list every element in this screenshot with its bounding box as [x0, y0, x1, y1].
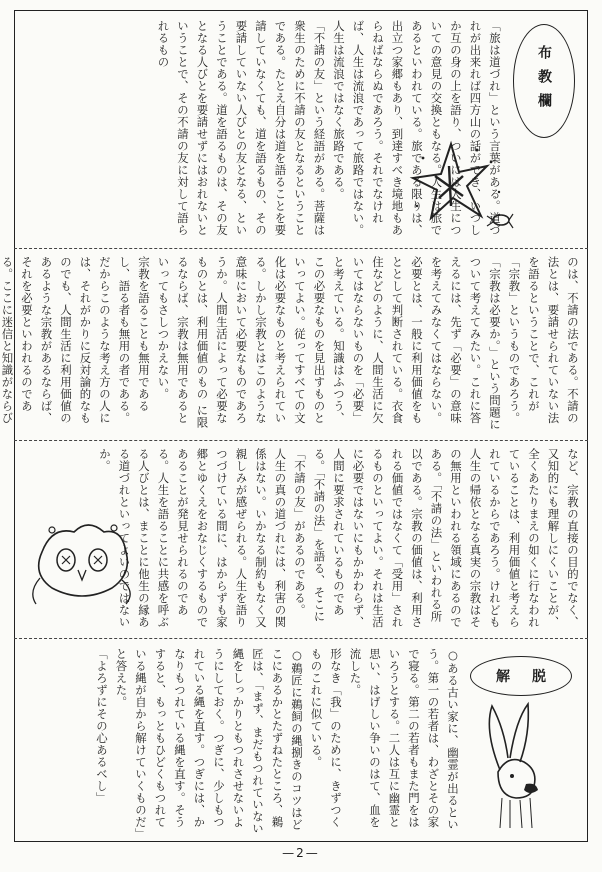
- section-divider-bottom: [14, 638, 588, 639]
- gedatsu-title-text: 解脱: [496, 669, 568, 685]
- gedatsu-article: ○ある古い家に、幽霊が出るという。第一の若者は、わざとその家で寝る。第二の若者もまた門をはいろうとする。二人は互に幽霊と思い、はげしい争いのはて、血を流した。 形なき「我」のために、きずつくものこれに似ている。 ○鵜匠に鵜飼の縄捌きのコツはどこにあるかとたずねたところ、鵜匠は、「まず、まだもつれていない縄をしっかりともつれさせないようにしておく。つぎに、少しもつれている縄を直す。つぎには、かなりもつれている縄を直す。そうすると、もっともひどくもつれている縄が自から解けていくものだ」と答えた。 「よろずにその心あるべし」: [95, 648, 460, 835]
- section-divider-top: [14, 248, 588, 249]
- fukyo-title: [513, 24, 575, 138]
- middle-article: のは、不請の法である。不請の法とは、要請せられていない法を語るということで、これが「宗教」というものであろう。 「宗教は必要か。」という問題について考えてみたい。これに答えるには、先ず「必要」の意味を考えてみなくてはならない。必要とは、一般に利用価値をもととして判断されている。衣食住などのように、人間生活に欠いてはならないものを「必要」と考えている。知識はふつう、この必要なものを見出すものといってよい。従ってすべての文化は必要なものと考えられている。しかし宗教とはこのような意味において必要なものであろうか。人間生活によって必要なものとは、利用価値のもの に限るならば、宗教は無用であるといってもさしつかえない。 宗教を語ることも無用であるし、語る者も無用の者である。だからこのような考え方の人には、それがかりに反対論的なものでも、人間生活に利用価値のあるような宗教があるならば、それを必要といわれるのである。ここに迷信と知識がならび: [0, 256, 580, 431]
- fukyo-article: 「旅は道づれ」という言葉がある。道づれが出来れば四方山の話ができ、いつしか互の身の上を語り、ついには人生についての意見の交換ともなる。人生は旅であるといわれている。旅である限りは、出立つ家郷もあり、到達すべき境地もあらねばならぬであろう。それでなければ、人生は流浪であって旅路ではない。人生は流浪ではなく旅路である。 「不請の友」という経語がある。菩薩は衆生のために不請の友となるということである。たとえ自分は道を語ることを要請していなくても、道を語るもの、その要請していない人びとの友となる、ということである。道を語るものは、その友となる人びとを要請せずにはおれないということで、その不請の友に対して語られるもの: [156, 20, 502, 236]
- gedatsu-title: [470, 656, 572, 696]
- section-divider-middle: [14, 440, 588, 441]
- rabbit-illustration: [480, 700, 560, 830]
- middle-article-continuation: など、宗教の直接の目的でなく、又知的にも理解しにくいことが、全くあたりまえの如くに行なわれていることは、利用価値と考えられているからであろう。けれども人生の帰依となる真実の宗教はその無用といわれる領域にあるのである。「不請の法」といわれる所以である。宗教の価値は、利用される価値ではなくて「受用」されるものといってよい。それは生活に必要ではないにもかかわらず、人間に要求されているものである。「不請の法」を語る、そこに「不請の友」があるのである。 人生の真の道づれには、利害の関係はない。いかなる制約もなく又親しみが感ぜられる。人生を語りつづけている間に、はからずも家郷とゆくえをおなじくするものであることが発見せられるのである。人生を語ることに共感を呼ぶる人びとは、まことに他生の縁ある道づれといってよいのではないか。: [98, 448, 580, 628]
- fukyo-title-text: 布教欄: [536, 45, 552, 117]
- page-number: —2—: [282, 846, 320, 860]
